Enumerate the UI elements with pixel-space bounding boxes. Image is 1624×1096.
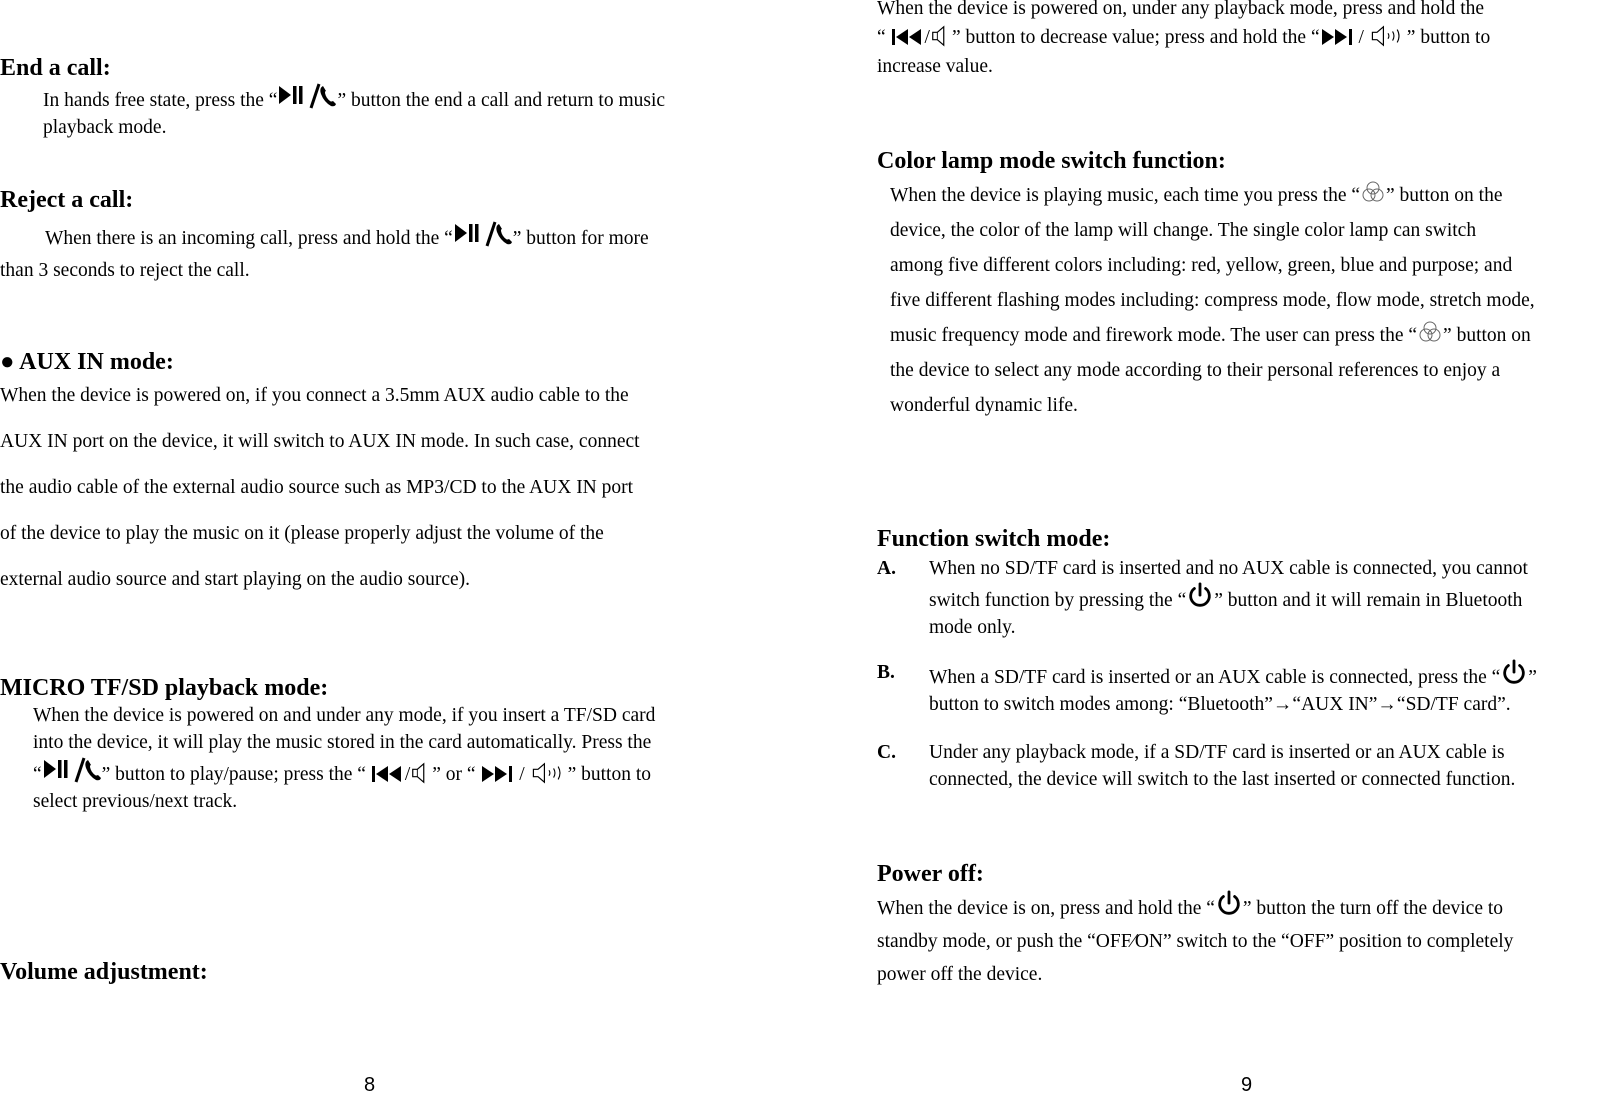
play-pause-call-icon [453,220,513,248]
power-icon [1500,659,1528,687]
end-call-text: In hands free state, press the “ ” button the end a call and return to music playback mode. [43,82,743,141]
aux-heading: ● AUX IN mode: [0,349,174,375]
volume-up-icon [1369,25,1407,47]
power-icon [1186,582,1214,610]
next-track-icon [480,764,514,784]
power-off-heading: Power off: [877,861,984,887]
page-number-left: 8 [364,1074,376,1096]
previous-track-icon [371,764,405,784]
color-lamp-text: When the device is playing music, each time you press the “ ” button on the device, the color of the lamp will change. The single color lamp can switch among five different colors including: red, yellow, green, blue and purpose; and five different flashing modes including: compress mode, flow mode, stretch mode, music frequency mode and firework mode. The user can press the “ ” button on the device to select any mode according to their personal references to enjoy a wonderful dynamic life. [890,178,1535,423]
volume-down-icon [930,25,952,47]
power-off-text: When the device is on, press and hold the “ ” button the turn off the device to standby mode, or push the “OFF⁄ON” switch to the “OFF” position to completely power off the device. [877,890,1513,991]
play-pause-call-icon [42,756,102,784]
color-lamp-icon [1360,179,1386,205]
power-off-section [877,860,1513,991]
reject-call-section [0,186,740,287]
volume-continued-text: When the device is powered on, under any playback mode, press and hold the “ / ” button to decrease value; press and hold the “ / ” button to increase value. [877,0,1491,77]
page-number-right: 9 [1241,1074,1253,1096]
reject-call-heading: Reject a call: [0,187,134,213]
color-lamp-section [877,147,1535,423]
reject-call-text: When there is an incoming call, press and hold the “ ” button for more than 3 seconds to reject the call. [0,220,740,287]
play-pause-call-icon [277,82,337,110]
micro-text: When the device is powered on and under any mode, if you insert a TF/SD card into the device, it will play the music stored in the card automatically. Press the “ ” button to play/pause; press the “ / ” or “ / ” button to select previous/next track. [33,705,656,812]
volume-heading: Volume adjustment: [0,959,208,985]
volume-up-icon [530,762,568,784]
function-switch-heading: Function switch mode: [877,526,1111,552]
volume-section [0,958,208,986]
color-lamp-icon [1417,319,1443,345]
micro-section [0,674,655,815]
power-icon [1215,890,1243,918]
next-track-icon [1320,27,1354,47]
end-call-heading: End a call: [0,55,111,81]
micro-heading: MICRO TF/SD playback mode: [0,675,329,701]
end-call-section [0,54,743,141]
aux-text: When the device is powered on, if you connect a 3.5mm AUX audio cable to the AUX IN port on the device, it will switch to AUX IN mode. In such case, connect the audio cable of the external audio source such as MP3/CD to the AUX IN port of the device to play the music on it (please properly adjust the volume of the external audio source and start playing on the audio source). [0,385,640,590]
color-lamp-heading: Color lamp mode switch function: [877,148,1226,174]
previous-track-icon [891,27,925,47]
aux-section [0,348,640,603]
volume-down-icon [410,762,432,784]
function-switch-section [877,525,1110,553]
